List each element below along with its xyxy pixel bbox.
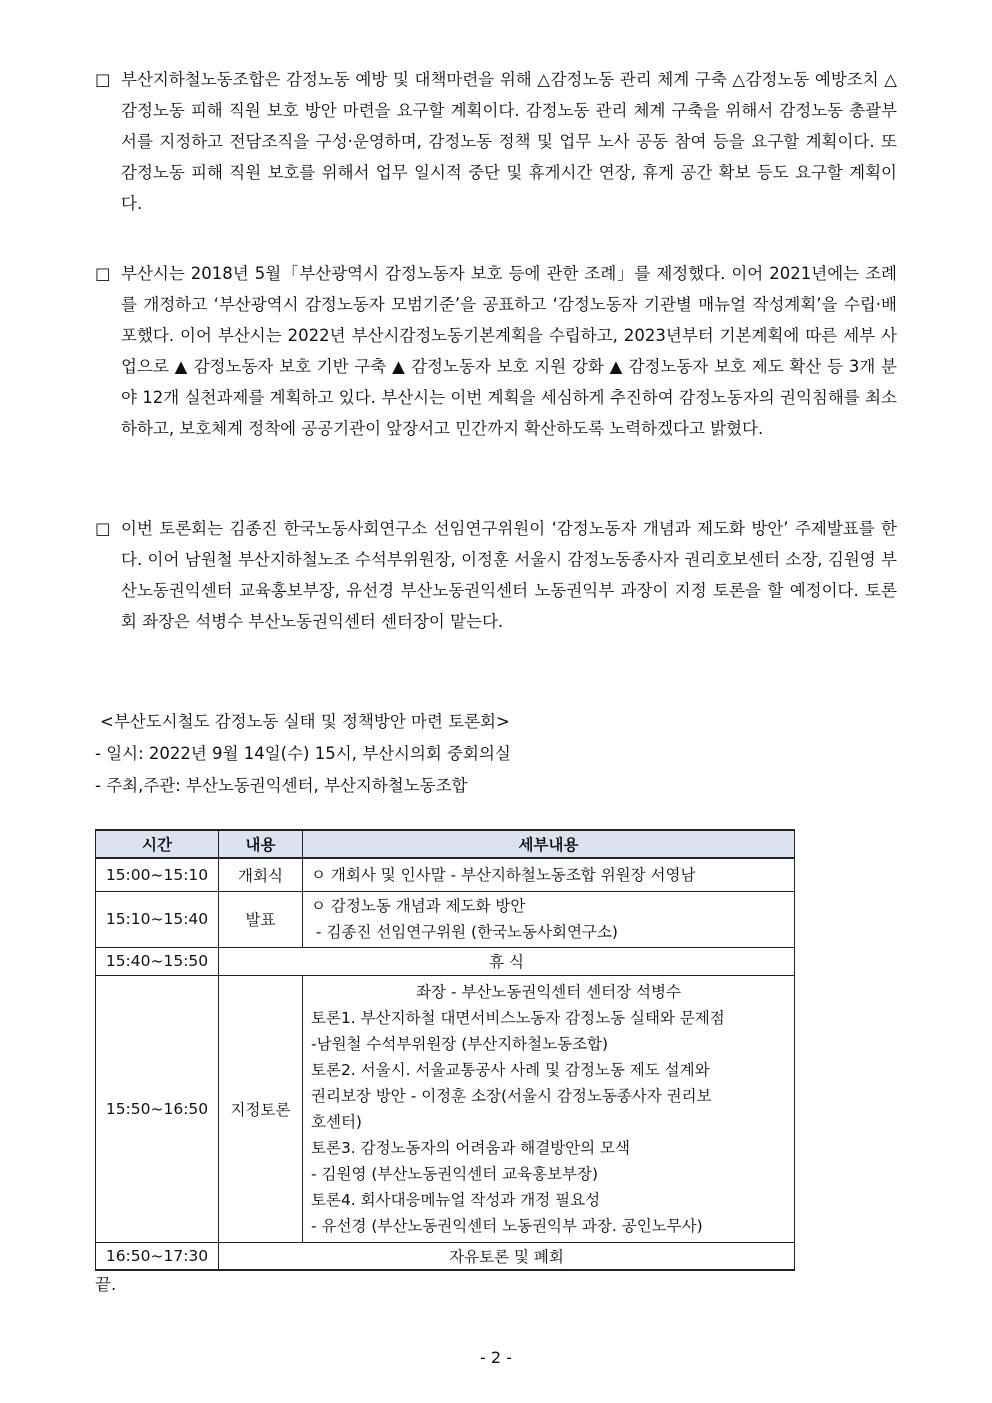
row-time: 15:40~15:50 bbox=[96, 947, 219, 975]
detail-line: - 김종진 선임연구위원 (한국노동사회연구소) bbox=[311, 923, 618, 941]
row-merged: 휴 식 bbox=[219, 947, 795, 975]
paragraph-union-demands bbox=[95, 64, 897, 219]
table-row bbox=[96, 1242, 795, 1270]
row-details bbox=[303, 858, 795, 891]
paragraph-text: 부산시는 2018년 5월「부산광역시 감정노동자 보호 등에 관한 조례」를 제정했다. 이어 2021년에는 조례를 개정하고 ‘부산광역시 감정노동자 모범기준’을 공표하고 ‘감정노동자 기관별 매뉴얼 작성계획’을 수립·배포했다. 이어 부산시는 2022년 부산시감정노동기본계획을 수립하고, 2023년부터 기본계획에 따른 세부 사업으로 ▲ 감정노동자 보호 기반 구축 ▲ 감정노동자 보호 지원 강화 ▲ 감정노동자 보호 제도 확산 등 3개 분야 12개 실천과제를 계획하고 있다. 부산시는 이번 계획을 세심하게 추진하여 감정노동자의 권익침해를 최소하하고, 보호체계 정착에 공공기관이 앞장서고 민간까지 확산하도록 노력하겠다고 밝혔다. bbox=[121, 264, 897, 438]
closing-mark: 끝. bbox=[95, 1275, 117, 1294]
detail-line: ㅇ 개회사 및 인사말 - 부산지하철노동조합 위원장 서영남 bbox=[311, 865, 696, 884]
detail-line: 토론3. 감정노동자의 어려움과 해결방안의 모색 bbox=[311, 1138, 630, 1157]
checkbox-bullet: □ bbox=[95, 519, 111, 538]
event-host: - 주최,주관: 부산노동권익센터, 부산지하철노동조합 bbox=[95, 776, 468, 795]
table-row bbox=[96, 858, 795, 891]
checkbox-bullet: □ bbox=[95, 264, 111, 283]
detail-line: ㅇ 감정노동 개념과 제도화 방안 bbox=[311, 897, 526, 915]
paragraph-forum-overview bbox=[95, 513, 897, 637]
row-details bbox=[303, 891, 795, 947]
row-details bbox=[303, 975, 795, 1242]
detail-line: 호센터) bbox=[311, 1112, 362, 1131]
event-date: - 일시: 2022년 9월 14일(수) 15시, 부산시의회 중회의실 bbox=[95, 744, 511, 763]
row-merged: 자유토론 및 폐회 bbox=[219, 1242, 795, 1270]
paragraph-city-policy bbox=[95, 258, 897, 444]
event-title: <부산도시철도 감정노동 실태 및 정책방안 마련 토론회> bbox=[100, 712, 510, 731]
row-time: 15:50~16:50 bbox=[96, 975, 219, 1242]
row-category: 개회식 bbox=[219, 858, 303, 891]
schedule-table bbox=[95, 829, 795, 1271]
page-number: - 2 - bbox=[480, 1348, 512, 1367]
header-time: 시간 bbox=[96, 830, 219, 858]
detail-line: 토론1. 부산지하철 대면서비스노동자 감정노동 실태와 문제점 bbox=[311, 1008, 725, 1027]
detail-line: 좌장 - 부산노동권익센터 센터장 석병수 bbox=[416, 982, 681, 1001]
detail-line: 토론4. 회사대응메뉴얼 작성과 개정 필요성 bbox=[311, 1190, 601, 1209]
paragraph-text: 이번 토론회는 김종진 한국노동사회연구소 선임연구위원이 ‘감정노동자 개념과 제도화 방안’ 주제발표를 한다. 이어 남원철 부산지하철노조 수석부위원장, 이정훈 서울시 감정노동종사자 권리호보센터 소장, 김원영 부산노동권익센터 교육홍보부장, 유선경 부산노동권익센터 노동권익부 과장이 지정 토론을 할 예정이다. 토론회 좌장은 석병수 부산노동권익센터 센터장이 맡는다. bbox=[121, 519, 897, 631]
paragraph-text: 부산지하철노동조합은 감정노동 예방 및 대책마련을 위해 △감정노동 관리 체계 구축 △감정노동 예방조치 △감정노동 피해 직원 보호 방안 마련을 요구할 계획이다. 감정노동 관리 체계 구축을 위해서 감정노동 총괄부서를 지정하고 전담조직을 구성·운영하며, 감정노동 정책 및 업무 노사 공동 참여 등을 요구할 계획이다. 또 감정노동 피해 직원 보호를 위해서 업무 일시적 중단 및 휴게시간 연장, 휴게 공간 확보 등도 요구할 계획이다. bbox=[121, 70, 897, 213]
header-details: 세부내용 bbox=[303, 830, 795, 858]
table-row bbox=[96, 891, 795, 947]
detail-line: - 김원영 (부산노동권익센터 교육홍보부장) bbox=[311, 1164, 599, 1183]
row-time: 15:10~15:40 bbox=[96, 891, 219, 947]
table-row bbox=[96, 947, 795, 975]
table-header-row bbox=[96, 830, 795, 858]
header-content: 내용 bbox=[219, 830, 303, 858]
detail-line: -남원철 수석부위원장 (부산지하철노동조합) bbox=[311, 1034, 609, 1053]
detail-line: 권리보장 방안 - 이정훈 소장(서울시 감정노동종사자 권리보 bbox=[311, 1086, 712, 1105]
table-row bbox=[96, 975, 795, 1242]
checkbox-bullet: □ bbox=[95, 70, 111, 89]
row-category: 지정토론 bbox=[219, 975, 303, 1242]
row-time: 15:00~15:10 bbox=[96, 858, 219, 891]
detail-line: 토론2. 서울시. 서울교통공사 사례 및 감정노동 제도 설계와 bbox=[311, 1060, 710, 1079]
row-time: 16:50~17:30 bbox=[96, 1242, 219, 1270]
detail-line: - 유선경 (부산노동권익센터 노동권익부 과장. 공인노무사) bbox=[311, 1216, 703, 1235]
row-category: 발표 bbox=[219, 891, 303, 947]
